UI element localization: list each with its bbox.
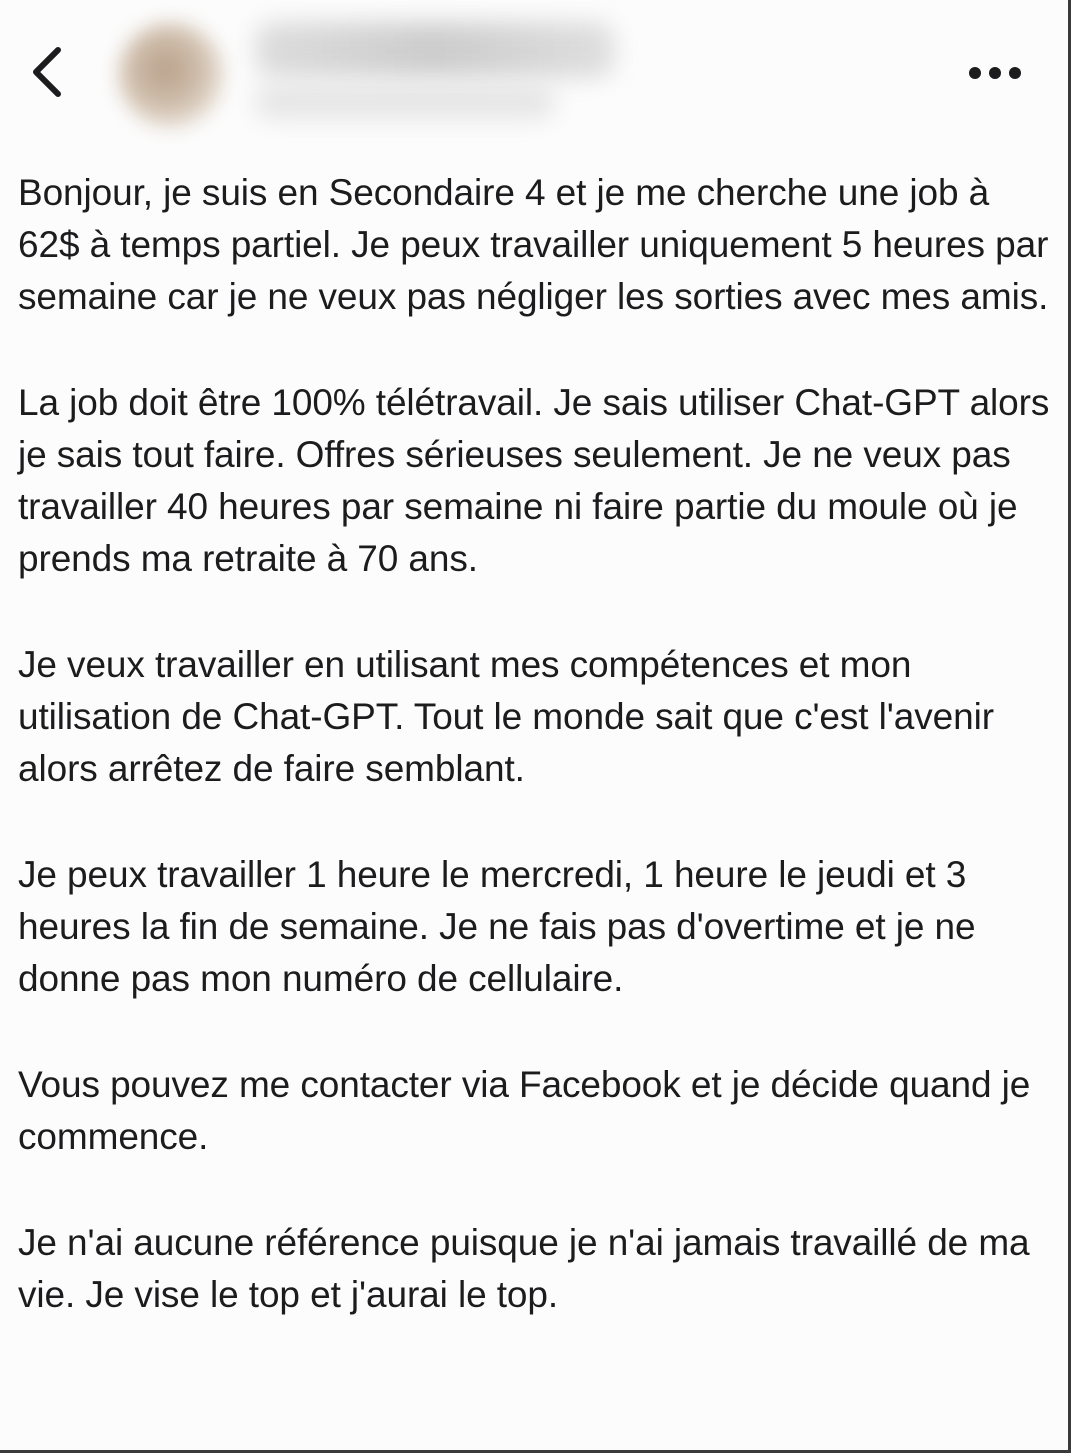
post-paragraph: Je veux travailler en utilisant mes compétences et mon utilisation de Chat-GPT. Tout le monde sait que c'est l'avenir alors arrêtez de faire semblant. — [18, 644, 994, 789]
chevron-left-icon — [22, 40, 78, 104]
post-header — [0, 0, 1068, 150]
post-paragraph: Je peux travailler 1 heure le mercredi, 1 heure le jeudi et 3 heures la fin de semaine. Je ne fais pas d'overtime et je ne donne pas mon numéro de cellulaire. — [18, 854, 976, 999]
post-meta-redacted — [255, 85, 555, 119]
ellipsis-horizontal-icon — [960, 56, 1030, 90]
author-name-redacted[interactable] — [255, 22, 615, 78]
more-options-button[interactable] — [960, 56, 1030, 90]
post-paragraph: Vous pouvez me contacter via Facebook et je décide quand je commence. — [18, 1064, 1031, 1157]
post-paragraph: Bonjour, je suis en Secondaire 4 et je me cherche une job à 62$ à temps partiel. Je peux travailler uniquement 5 heures par semaine car je ne veux pas négliger les sorties avec mes amis. — [18, 172, 1049, 317]
avatar[interactable] — [118, 22, 224, 128]
back-button[interactable] — [22, 40, 78, 104]
post-body — [18, 167, 1054, 1321]
post-paragraph: Je n'ai aucune référence puisque je n'ai jamais travaillé de ma vie. Je vise le top et j'aurai le top. — [18, 1222, 1030, 1315]
post-paragraph: La job doit être 100% télétravail. Je sais utiliser Chat-GPT alors je sais tout faire. Offres sérieuses seulement. Je ne veux pas travailler 40 heures par semaine ni faire partie du moule où je prends ma retraite à 70 ans. — [18, 382, 1050, 579]
